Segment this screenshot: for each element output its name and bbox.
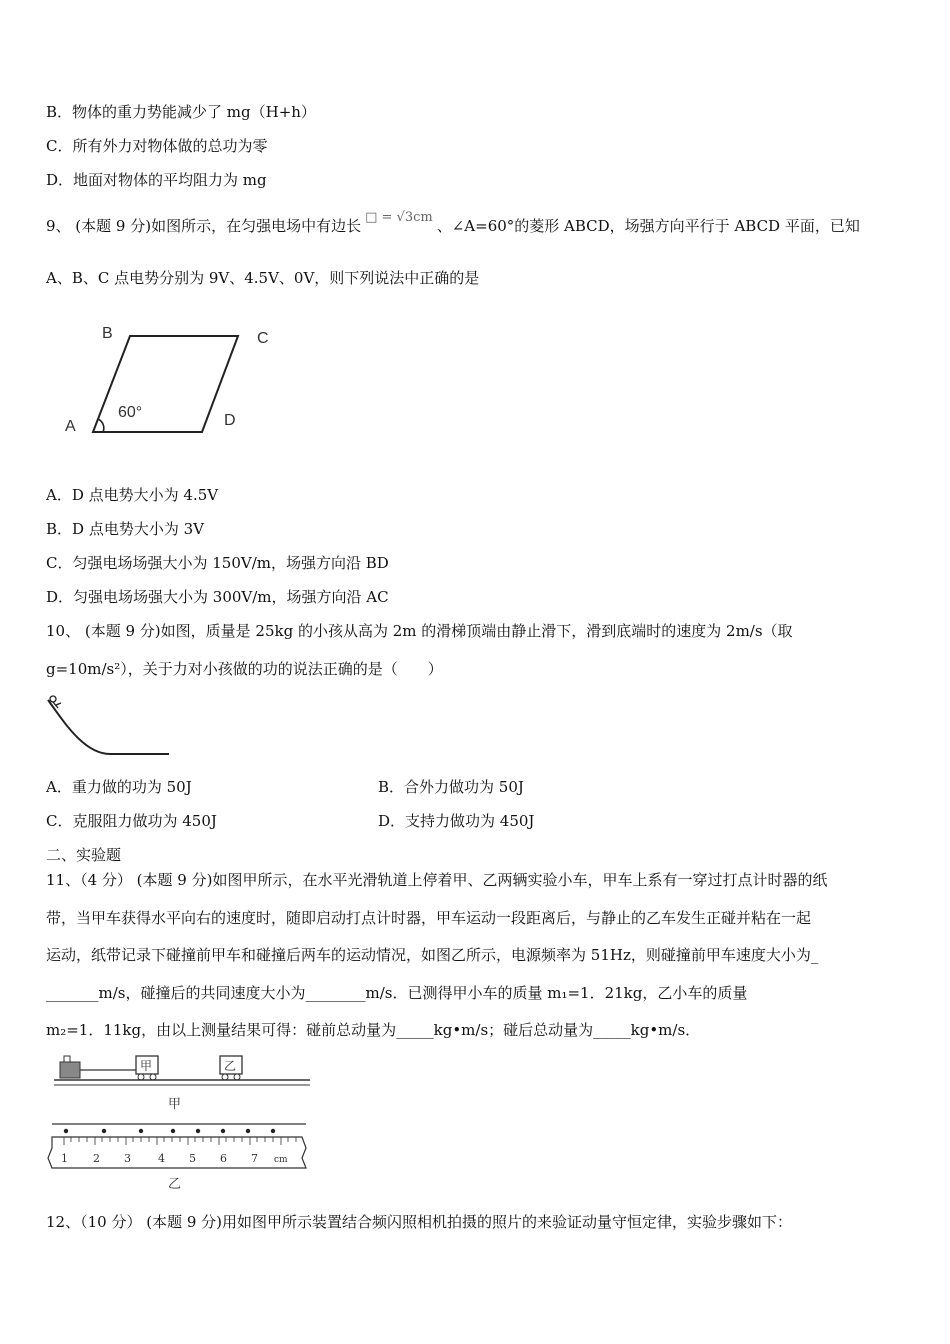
vertex-label-d: D bbox=[224, 412, 236, 429]
q9-stem-part-a: 9、 (本题 9 分)如图所示，在匀强电场中有边长 bbox=[46, 217, 362, 235]
q11-track-figure bbox=[50, 1052, 315, 1118]
vertex-label-b: B bbox=[102, 325, 113, 342]
q11-line1: 11、（4 分） (本题 9 分)如图甲所示，在水平光滑轨道上停着甲、乙两辆实验小车，甲车上系有一穿过打点计时器的纸 bbox=[46, 871, 828, 889]
timer-box bbox=[60, 1062, 80, 1078]
vertex-label-c: C bbox=[257, 330, 269, 347]
q9-option-d: D．匀强电场场强大小为 300V/m，场强方向沿 AC bbox=[46, 588, 389, 606]
angle-label: 60° bbox=[118, 404, 143, 421]
ruler-tick-label: 2 bbox=[93, 1152, 100, 1165]
ruler-tick-label: 3 bbox=[124, 1152, 131, 1165]
child-icon bbox=[50, 696, 56, 702]
q10-option-b: B．合外力做功为 50J bbox=[378, 778, 524, 796]
q11-ruler-figure bbox=[44, 1118, 314, 1198]
q11-line5: m₂=1．11kg，由以上测量结果可得：碰前总动量为_____kg•m/s；碰后总动量为_____kg•m/s． bbox=[46, 1021, 701, 1039]
cart-jia-label: 甲 bbox=[140, 1059, 153, 1073]
q11-line4: _______m/s，碰撞后的共同速度大小为________m/s．已测得甲小车的质量 m₁=1．21kg，乙小车的质量 bbox=[46, 984, 748, 1002]
ruler-tick-label: 4 bbox=[158, 1152, 165, 1165]
q10-stem-line1: 10、 (本题 9 分)如图，质量是 25kg 的小孩从高为 2m 的滑梯顶端由静止滑下，滑到底端时的速度为 2m/s（取 bbox=[46, 622, 793, 640]
q9-stem-line1 bbox=[46, 210, 860, 237]
q9-stem-line2: A、B、C 点电势分别为 9V、4.5V、0V，则下列说法中正确的是 bbox=[46, 269, 480, 287]
q8-option-d: D．地面对物体的平均阻力为 mg bbox=[46, 171, 267, 189]
q9-option-a: A．D 点电势大小为 4.5V bbox=[46, 486, 219, 504]
section-heading: 二、实验题 bbox=[46, 846, 122, 864]
angle-arc bbox=[98, 419, 104, 432]
q9-option-b: B．D 点电势大小为 3V bbox=[46, 520, 204, 538]
ruler-tick-label: 1 bbox=[61, 1152, 68, 1165]
rhombus-shape bbox=[93, 336, 238, 432]
ruler-tick-label: 6 bbox=[220, 1152, 227, 1165]
q9-side-length-formula: □ = √3cm bbox=[365, 210, 433, 225]
ruler-tick-label: 7 bbox=[251, 1152, 258, 1165]
slide-curve bbox=[48, 700, 169, 754]
cart-yi-label: 乙 bbox=[224, 1059, 237, 1073]
figure-yi-caption: 乙 bbox=[168, 1177, 182, 1192]
q9-rhombus-figure bbox=[58, 318, 288, 440]
ruler-unit-label: cm bbox=[274, 1155, 288, 1165]
q8-option-c: C．所有外力对物体做的总功为零 bbox=[46, 137, 268, 155]
q11-line2: 带，当甲车获得水平向右的速度时，随即启动打点计时器，甲车运动一段距离后，与静止的乙车发生正碰并粘在一起 bbox=[46, 909, 812, 927]
q12-line1: 12、（10 分） (本题 9 分)用如图甲所示装置结合频闪照相机拍摄的照片的来验证动量守恒定律，实验步骤如下： bbox=[46, 1213, 792, 1231]
tape-dots bbox=[64, 1129, 275, 1133]
q10-option-c: C．克服阻力做功为 450J bbox=[46, 812, 217, 830]
ruler-tick-label: 5 bbox=[189, 1152, 196, 1165]
q8-option-b: B．物体的重力势能减少了 mg（H+h） bbox=[46, 103, 316, 121]
q10-stem-line2: g=10m/s²），关于力对小孩做的功的说法正确的是（ ） bbox=[46, 660, 443, 678]
q10-option-a: A．重力做的功为 50J bbox=[46, 778, 192, 796]
q10-option-d: D．支持力做功为 450J bbox=[378, 812, 535, 830]
q9-option-c: C．匀强电场场强大小为 150V/m，场强方向沿 BD bbox=[46, 554, 389, 572]
figure-jia-caption: 甲 bbox=[168, 1097, 182, 1112]
q10-slide-figure bbox=[44, 692, 174, 760]
vertex-label-a: A bbox=[65, 418, 76, 435]
q11-line3: 运动，纸带记录下碰撞前甲车和碰撞后两车的运动情况，如图乙所示，电源频率为 51Hz，则碰撞前甲车速度大小为_ bbox=[46, 946, 819, 964]
q9-stem-part-b: 、∠A=60°的菱形 ABCD，场强方向平行于 ABCD 平面，已知 bbox=[436, 217, 860, 235]
